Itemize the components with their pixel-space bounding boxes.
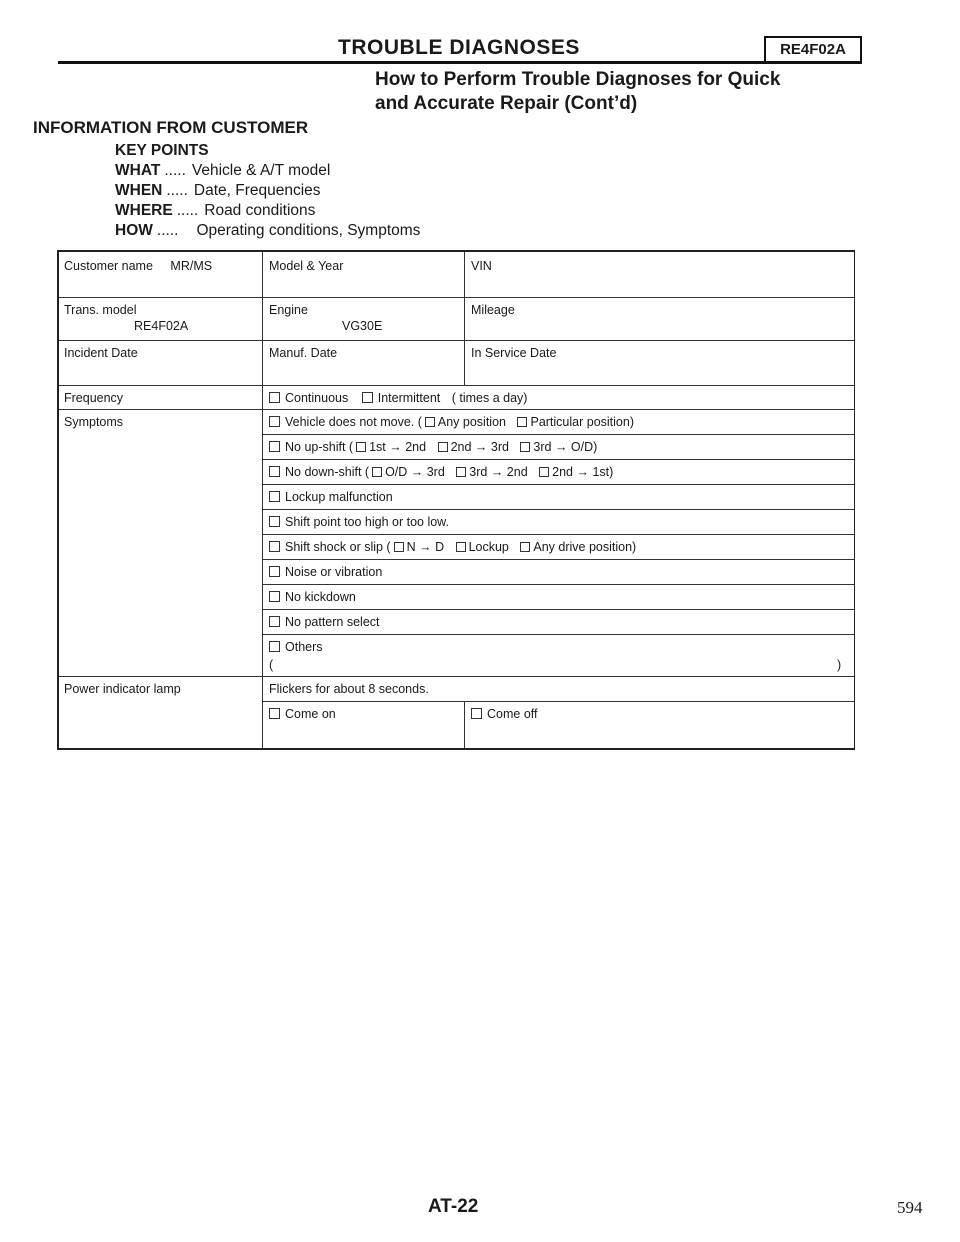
symptom-text: No pattern select [285, 615, 380, 629]
times-a-day-text: ( times a day) [451, 391, 528, 405]
checkbox[interactable] [438, 442, 448, 452]
symptom-others [269, 640, 323, 654]
symptom-text: 3rd → 2nd [469, 465, 528, 479]
key-point-key: WHEN [115, 182, 163, 199]
symptom-text: No down-shift ( [285, 465, 370, 479]
key-point-key: WHERE [115, 202, 173, 219]
checkbox[interactable] [269, 392, 280, 403]
row-divider [262, 634, 854, 635]
checkbox[interactable] [425, 417, 435, 427]
checkbox[interactable] [269, 591, 280, 602]
checkbox[interactable] [269, 416, 280, 427]
page-number: 594 [897, 1198, 923, 1217]
page-code: AT-22 [428, 1196, 479, 1217]
key-point-what [115, 161, 420, 181]
customer-name-label [64, 259, 212, 273]
section-title: INFORMATION FROM CUSTOMER [33, 118, 309, 137]
power-indicator-lamp-label: Power indicator lamp [64, 682, 181, 696]
symptom-text: Lockup [468, 540, 509, 554]
checkbox[interactable] [269, 516, 280, 527]
frequency-label: Frequency [64, 391, 124, 405]
customer-name-text: Customer name [64, 259, 153, 273]
symptom-text: 3rd → O/D) [533, 440, 598, 454]
checkbox[interactable] [520, 542, 530, 552]
manuf-date-label: Manuf. Date [269, 346, 338, 360]
vin-label: VIN [471, 259, 492, 273]
engine-label: Engine [269, 303, 308, 317]
key-points [115, 141, 420, 241]
option-intermittent: Intermittent [377, 391, 441, 405]
checkbox[interactable] [539, 467, 549, 477]
checkbox[interactable] [269, 641, 280, 652]
frequency-options [269, 391, 527, 405]
checkbox[interactable] [269, 708, 280, 719]
row-divider [262, 559, 854, 560]
model-code-badge: RE4F02A [764, 36, 862, 63]
option-text: Come off [487, 707, 538, 721]
symptom-noise-vibration [269, 565, 382, 579]
symptom-no-pattern-select [269, 615, 380, 629]
symptom-no-down-shift [269, 465, 613, 479]
checkbox[interactable] [394, 542, 404, 552]
page-subtitle [375, 68, 780, 116]
engine-value: VG30E [342, 319, 383, 333]
symptoms-label: Symptoms [64, 415, 124, 429]
row-divider [262, 434, 854, 435]
symptom-text: Noise or vibration [285, 565, 383, 579]
key-point-where [115, 201, 420, 221]
model-year-label: Model & Year [269, 259, 344, 273]
lamp-flicker-text: Flickers for about 8 seconds. [269, 682, 429, 696]
row-divider [262, 484, 854, 485]
row-divider [59, 297, 854, 298]
lamp-come-off [471, 707, 538, 721]
symptom-text: 2nd → 1st) [552, 465, 614, 479]
symptom-text: Vehicle does not move. ( [285, 415, 422, 429]
lamp-come-on [269, 707, 336, 721]
symptom-text: No up-shift ( [285, 440, 354, 454]
row-divider [262, 534, 854, 535]
key-point-dots: ..... [164, 162, 186, 179]
others-close-paren: ) [837, 658, 842, 672]
checkbox[interactable] [356, 442, 366, 452]
row-divider [262, 509, 854, 510]
option-continuous: Continuous [285, 391, 349, 405]
key-point-how [115, 221, 420, 241]
checkbox[interactable] [269, 466, 280, 477]
symptom-text: Others [285, 640, 323, 654]
key-points-label: KEY POINTS [115, 142, 209, 159]
symptom-text: No kickdown [285, 590, 356, 604]
key-point-value: Operating conditions, Symptoms [196, 222, 421, 239]
symptom-text: 2nd → 3rd [450, 440, 509, 454]
column-divider [464, 701, 465, 748]
symptom-shift-shock [269, 540, 636, 554]
symptom-text: N → D [406, 540, 445, 554]
header-rule [58, 61, 862, 64]
option-text: Come on [285, 707, 336, 721]
symptom-shift-point [269, 515, 449, 529]
trans-model-label: Trans. model [64, 303, 137, 317]
checkbox[interactable] [362, 392, 373, 403]
column-divider [262, 252, 263, 748]
symptom-text: Shift shock or slip ( [285, 540, 391, 554]
checkbox[interactable] [269, 441, 280, 452]
checkbox[interactable] [471, 708, 482, 719]
row-divider [59, 409, 854, 410]
symptom-text: Particular position) [530, 415, 634, 429]
row-divider [59, 385, 854, 386]
symptom-vehicle-no-move [269, 415, 634, 429]
row-divider [262, 584, 854, 585]
symptom-text: Shift point too high or too low. [285, 515, 449, 529]
key-point-when [115, 181, 420, 201]
trans-model-value: RE4F02A [134, 319, 189, 333]
checkbox[interactable] [517, 417, 527, 427]
incident-date-label: Incident Date [64, 346, 138, 360]
customer-title-text: MR/MS [170, 259, 213, 273]
key-point-value: Road conditions [204, 202, 316, 219]
checkbox[interactable] [456, 467, 466, 477]
symptom-text: O/D → 3rd [385, 465, 445, 479]
symptom-lockup-malfunction [269, 490, 393, 504]
row-divider [59, 340, 854, 341]
symptom-no-up-shift [269, 440, 597, 454]
row-divider [262, 609, 854, 610]
page-title: TROUBLE DIAGNOSES [338, 36, 580, 59]
row-divider [262, 459, 854, 460]
checkbox[interactable] [520, 442, 530, 452]
key-point-dots: ..... [166, 182, 188, 199]
row-divider [59, 676, 854, 677]
customer-info-form [57, 250, 855, 750]
key-point-value: Vehicle & A/T model [191, 162, 331, 179]
column-divider [464, 252, 465, 385]
row-divider [262, 701, 854, 702]
checkbox[interactable] [269, 616, 280, 627]
subtitle-line-2: and Accurate Repair (Cont’d) [375, 93, 638, 114]
symptom-text: Any position [437, 415, 506, 429]
symptom-no-kickdown [269, 590, 356, 604]
symptom-text: Any drive position) [533, 540, 637, 554]
checkbox[interactable] [269, 491, 280, 502]
key-point-dots: ..... [176, 202, 199, 219]
key-point-dots: ..... [156, 222, 179, 239]
in-service-date-label: In Service Date [471, 346, 557, 360]
symptom-text: 1st → 2nd [369, 440, 427, 454]
checkbox[interactable] [456, 542, 466, 552]
checkbox[interactable] [269, 566, 280, 577]
subtitle-line-1: How to Perform Trouble Diagnoses for Quick [375, 69, 781, 90]
key-point-key: HOW [115, 222, 153, 239]
mileage-label: Mileage [471, 303, 515, 317]
checkbox[interactable] [372, 467, 382, 477]
key-point-key: WHAT [115, 162, 161, 179]
symptom-text: Lockup malfunction [285, 490, 393, 504]
key-point-value: Date, Frequencies [193, 182, 321, 199]
checkbox[interactable] [269, 541, 280, 552]
others-open-paren: ( [269, 658, 274, 672]
